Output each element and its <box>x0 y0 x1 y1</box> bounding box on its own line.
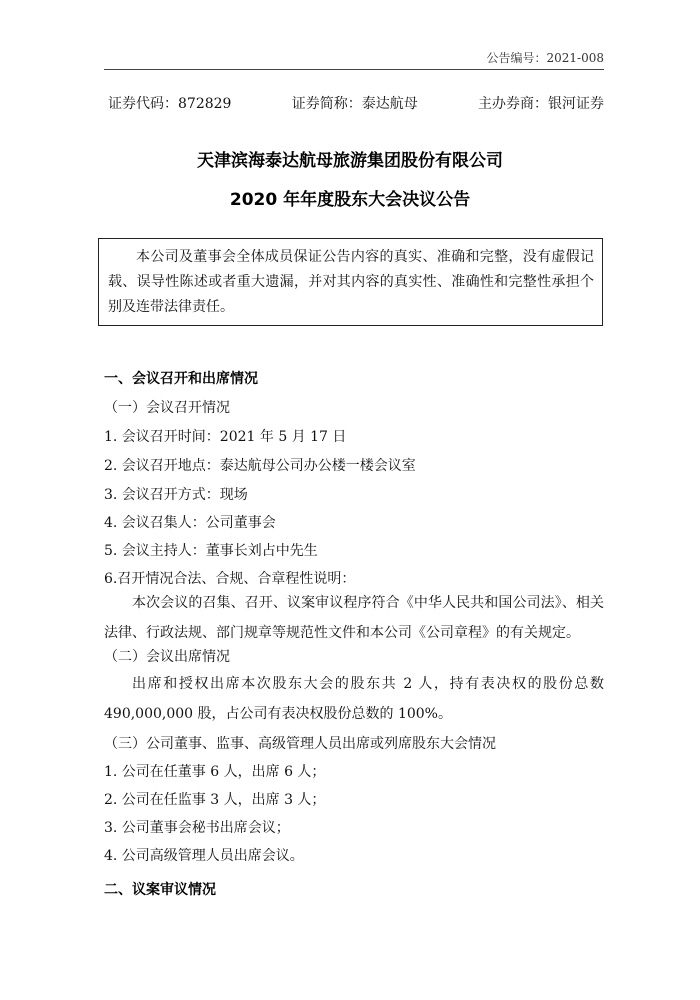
item-meeting-location: 2. 会议召开地点：泰达航母公司办公楼一楼会议室 <box>104 458 416 474</box>
item-executives-attendance: 4. 公司高级管理人员出席会议。 <box>104 848 304 864</box>
subsection-meeting-convening: （一）会议召开情况 <box>104 400 230 416</box>
item-compliance-label: 6.召开情况合法、合规、合章程性说明： <box>104 571 356 587</box>
security-abbreviation: 证券简称：泰达航母 <box>291 96 418 112</box>
header-divider <box>104 69 604 70</box>
subsection-officers-attendance: （三）公司董事、监事、高级管理人员出席或列席股东大会情况 <box>104 736 496 752</box>
compliance-text: 本次会议的召集、召开、议案审议程序符合《中华人民共和国公司法》、相关法律、行政法规、部门规章等规范性文件和本公司《公司章程》的有关规定。 <box>104 595 604 641</box>
item-supervisors-attendance: 2. 公司在任监事 3 人，出席 3 人； <box>104 792 326 808</box>
company-name-title: 天津滨海泰达航母旅游集团股份有限公司 <box>197 151 503 171</box>
item-meeting-method: 3. 会议召开方式：现场 <box>104 487 248 503</box>
section1-heading: 一、会议召开和出席情况 <box>104 371 258 387</box>
section2-heading: 二、议案审议情况 <box>104 882 216 898</box>
attendance-paragraph <box>104 669 604 729</box>
announcement-title: 2020 年年度股东大会决议公告 <box>229 190 471 210</box>
notice-text: 本公司及董事会全体成员保证公告内容的真实、准确和完整，没有虚假记载、误导性陈述或者重大遗漏，并对其内容的真实性、准确性和完整性承担个别及连带法律责任。 <box>108 249 594 315</box>
item-meeting-time: 1. 会议召开时间：2021 年 5 月 17 日 <box>104 429 347 445</box>
item-directors-attendance: 1. 公司在任董事 6 人，出席 6 人； <box>104 764 326 780</box>
compliance-paragraph <box>104 588 604 648</box>
subsection-attendance: （二）会议出席情况 <box>104 649 230 665</box>
item-meeting-host: 5. 会议主持人：董事长刘占中先生 <box>104 543 318 559</box>
security-code: 证券代码：872829 <box>108 96 232 112</box>
item-meeting-convener: 4. 会议召集人：公司董事会 <box>104 515 276 531</box>
item-secretary-attendance: 3. 公司董事会秘书出席会议； <box>104 820 290 836</box>
security-info-row <box>108 94 604 114</box>
sponsor-broker: 主办券商：银河证券 <box>477 96 604 112</box>
announcement-number: 公告编号：2021-008 <box>486 51 604 65</box>
attendance-text: 出席和授权出席本次股东大会的股东共 2 人，持有表决权的股份总数 490,000,000 股，占公司有表决权股份总数的 100%。 <box>104 676 604 722</box>
board-guarantee-notice <box>98 238 603 326</box>
